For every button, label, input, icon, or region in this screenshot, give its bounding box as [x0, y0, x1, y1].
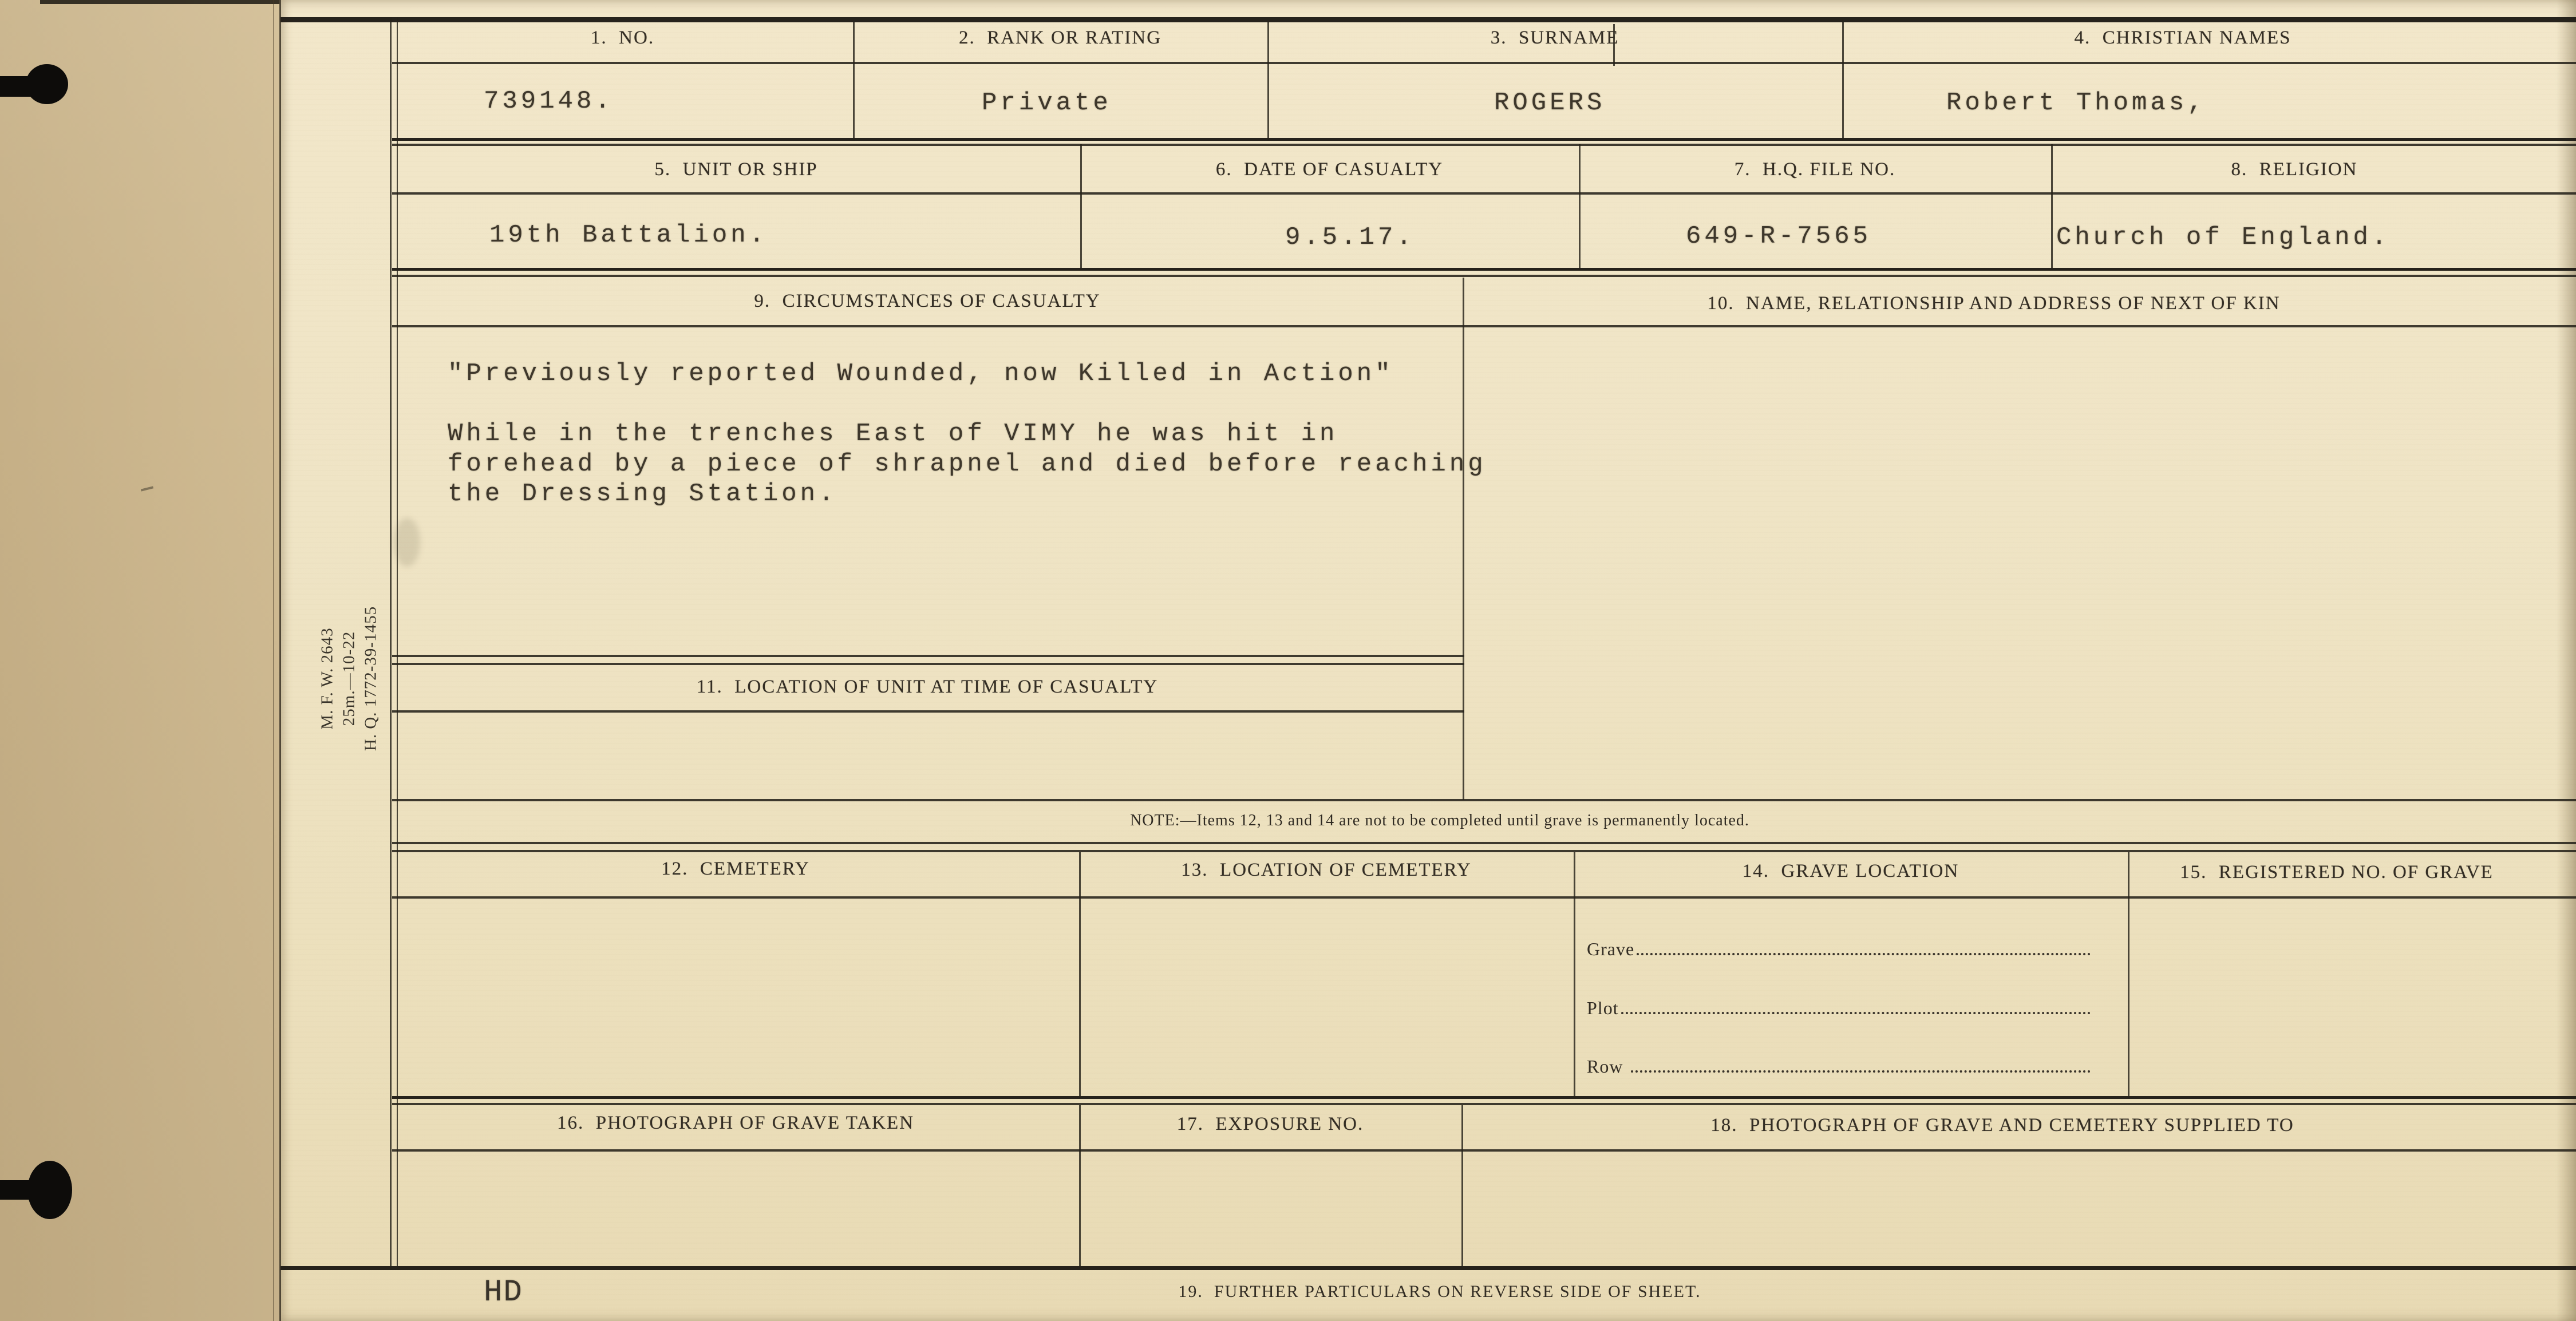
rule-row2-header [392, 192, 2576, 195]
plot-label: Plot [1587, 998, 1619, 1018]
punch-slot-bottom [0, 1180, 34, 1200]
field-value-christian: Robert Thomas, [1946, 89, 2206, 117]
field-label-unit-location: 11. LOCATION OF UNIT AT TIME OF CASUALTY [696, 677, 1159, 697]
field-label-hq: 7. H.Q. FILE NO. [1734, 159, 1896, 180]
grave-dotted-leader [1637, 953, 2091, 955]
field-value-hq: 649-R-7565 [1686, 222, 1872, 251]
plot-line [1587, 993, 2091, 1018]
imprint-line-3: H. Q. 1772-39-1455 [361, 606, 380, 752]
imprint-line-1: M. F. W. 2643 [318, 627, 337, 730]
backing-paper [0, 0, 282, 1321]
field-label-exposure-no: 17. EXPOSURE NO. [1176, 1114, 1364, 1134]
rule-row1-header [392, 62, 2576, 64]
field-label-unit: 5. UNIT OR SHIP [654, 159, 818, 180]
field-label-rank: 2. RANK OR RATING [958, 27, 1162, 48]
rule-note-bottom-b [392, 850, 2576, 852]
imprint-line-2: 25m.—10-22 [339, 631, 358, 726]
rule-div-grave-registered [2128, 852, 2129, 1098]
rule-div-cemetery-location [1079, 852, 1081, 1098]
rule-row3-bottom-b [392, 1103, 2576, 1105]
field-label-photo-supplied: 18. PHOTOGRAPH OF GRAVE AND CEMETERY SUPPLIED TO [1710, 1115, 2294, 1136]
field-label-grave-location: 14. GRAVE LOCATION [1742, 861, 1959, 881]
field-label-registered-no: 15. REGISTERED NO. OF GRAVE [2180, 862, 2494, 883]
hd-annotation: HD [484, 1275, 523, 1310]
field-value-surname: ROGERS [1494, 89, 1606, 117]
row-dotted-leader [1631, 1070, 2091, 1073]
rule-bottom-border [280, 1266, 2576, 1270]
circumstances-quote: "Previously reported Wounded, now Killed in Action" [448, 359, 1394, 388]
form-imprint [317, 584, 382, 773]
field-label-date: 6. DATE OF CASUALTY [1215, 159, 1444, 180]
field-label-next-of-kin: 10. NAME, RELATIONSHIP AND ADDRESS OF NEXT OF KIN [1707, 293, 2281, 314]
circumstances-line-2: forehead by a piece of shrapnel and died before reaching [448, 450, 1487, 478]
grave-line [1587, 934, 2091, 959]
field-label-christian: 4. CHRISTIAN NAMES [2074, 27, 2291, 48]
smudge-mark [394, 518, 420, 567]
circumstances-line-1: While in the trenches East of VIMY he was hit in [448, 420, 1338, 448]
field-value-rank: Private [982, 89, 1112, 117]
rule-row3-bottom-a [392, 1096, 2576, 1099]
card-edge-line [273, 0, 274, 1321]
field-label-surname: 3. SURNAME [1490, 27, 1619, 48]
rule-section11-top-b [392, 663, 1464, 665]
rule-note-bottom-a [392, 842, 2576, 844]
rule-section11-top-a [392, 655, 1464, 657]
field-label-religion: 8. RELIGION [2231, 159, 2358, 180]
rule-div-circumstances-kin [1463, 278, 1464, 800]
field-label-no: 1. NO. [590, 27, 655, 48]
row-line [1587, 1051, 2091, 1077]
rule-row4-header [392, 1149, 2576, 1152]
row-label: Row [1587, 1056, 1623, 1077]
field-label-cemetery-location: 13. LOCATION OF CEMETERY [1181, 860, 1472, 880]
field-value-no: 739148. [484, 87, 614, 116]
note-text: NOTE:—Items 12, 13 and 14 are not to be completed until grave is permanently located. [1130, 812, 1749, 829]
rule-note-top [392, 799, 2576, 801]
rule-row1-bottom-b [392, 144, 2576, 146]
punch-slot-top [0, 76, 38, 97]
rule-row1-bottom-a [392, 138, 2576, 141]
field-label-cemetery: 12. CEMETERY [661, 859, 810, 879]
field-value-religion: Church of England. [2056, 223, 2391, 252]
rule-top-border [280, 17, 2576, 22]
rule-section11-header [392, 710, 1464, 713]
rule-row2-bottom-b [392, 275, 2576, 277]
field-label-circumstances: 9. CIRCUMSTANCES OF CASUALTY [754, 291, 1101, 311]
rule-row3-header [392, 896, 2576, 899]
field-value-date: 9.5.17. [1285, 223, 1415, 252]
rule-section9-10-header [392, 325, 2576, 327]
further-particulars-text: 19. FURTHER PARTICULARS ON REVERSE SIDE OF SHEET. [1178, 1282, 1701, 1301]
field-value-unit: 19th Battalion. [489, 221, 768, 250]
rule-form-left-inner [397, 17, 398, 1270]
scan-edge-shadow-right [2557, 0, 2576, 1321]
plot-dotted-leader [1621, 1012, 2091, 1014]
rule-div-location-grave [1574, 852, 1575, 1098]
circumstances-line-3: the Dressing Station. [448, 480, 837, 508]
field-label-photo-taken: 16. PHOTOGRAPH OF GRAVE TAKEN [557, 1113, 914, 1133]
grave-label: Grave [1587, 939, 1635, 959]
rule-row2-bottom-a [392, 268, 2576, 271]
rule-form-left-outer [390, 17, 392, 1270]
